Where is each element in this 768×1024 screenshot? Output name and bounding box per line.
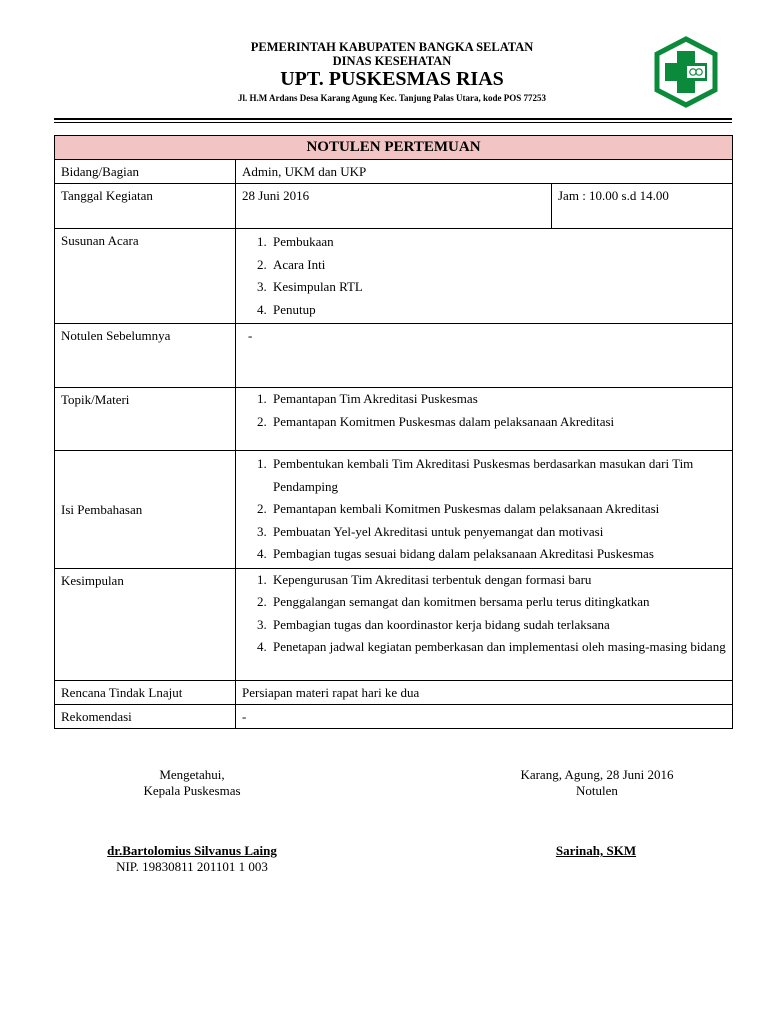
signature-left-name: dr.Bartolomius Silvanus Laing (107, 843, 277, 858)
row-isi (55, 451, 733, 569)
signature-left-line1: Mengetahui, (159, 767, 225, 782)
title-row (55, 136, 733, 160)
list-item: 4. Penetapan jadwal kegiatan pemberkasan dan implementasi oleh masing-masing bidang (270, 636, 726, 659)
jam-value: Jam : 10.00 s.d 14.00 (552, 184, 733, 229)
institution-name: UPT. PUSKESMAS RIAS (280, 68, 504, 90)
puskesmas-logo-icon (652, 36, 720, 108)
tanggal-label: Tanggal Kegiatan (55, 184, 236, 229)
topik-label: Topik/Materi (55, 388, 236, 451)
signature-right (490, 767, 704, 799)
signature-left-nip: NIP. 19830811 201101 1 003 (116, 859, 268, 874)
list-item: 3. Pembagian tugas dan koordinastor kerja bidang sudah terlaksana (270, 614, 726, 637)
susunan-list (242, 231, 726, 321)
row-rtl (55, 680, 733, 704)
row-notulen-sebelumnya (55, 324, 733, 388)
bidang-value: Admin, UKM dan UKP (236, 160, 733, 184)
notulen-sebelumnya-value: - (236, 324, 733, 388)
form-title: NOTULEN PERTEMUAN (55, 136, 733, 160)
susunan-label: Susunan Acara (55, 229, 236, 324)
row-tanggal (55, 184, 733, 229)
row-rekomendasi (55, 704, 733, 728)
list-item: 3. Kesimpulan RTL (270, 276, 726, 299)
list-item: 3. Pembuatan Yel-yel Akreditasi untuk penyemangat dan motivasi (270, 521, 726, 544)
kesimpulan-list (242, 569, 726, 659)
list-item: 2. Penggalangan semangat dan komitmen bersama perlu terus ditingkatkan (270, 591, 726, 614)
list-item: 4. Penutup (270, 299, 726, 322)
isi-label: Isi Pembahasan (55, 451, 236, 569)
rtl-label: Rencana Tindak Lnajut (55, 680, 236, 704)
signature-left (92, 767, 292, 799)
tanggal-value: 28 Juni 2016 (236, 184, 552, 229)
signature-right-name: Sarinah, SKM (555, 843, 637, 858)
signature-right-line1: Karang, Agung, 28 Juni 2016 (520, 767, 674, 782)
gov-name: PEMERINTAH KABUPATEN BANGKA SELATAN (250, 40, 534, 54)
isi-list (242, 453, 726, 566)
rekomendasi-value: - (236, 704, 733, 728)
list-item: 1. Pembukaan (270, 231, 726, 254)
signature-right-name-block (536, 843, 656, 859)
row-bidang (55, 160, 733, 184)
list-item: 1. Pembentukan kembali Tim Akreditasi Puskesmas berdasarkan masukan dari Tim Pendamping (270, 453, 726, 498)
letterhead (0, 0, 768, 120)
list-item: 2. Acara Inti (270, 254, 726, 277)
kesimpulan-label: Kesimpulan (55, 568, 236, 680)
address: Jl. H.M Ardans Desa Karang Agung Kec. Tanjung Palas Utara, kode POS 77253 (237, 93, 547, 103)
list-item: 2. Pemantapan kembali Komitmen Puskesmas dalam pelaksanaan Akreditasi (270, 498, 726, 521)
row-topik (55, 388, 733, 451)
list-item: 4. Pembagian tugas sesuai bidang dalam pelaksanaan Akreditasi Puskesmas (270, 543, 726, 566)
rekomendasi-label: Rekomendasi (55, 704, 236, 728)
rtl-value: Persiapan materi rapat hari ke dua (236, 680, 733, 704)
signature-left-line2: Kepala Puskesmas (143, 783, 241, 798)
bidang-label: Bidang/Bagian (55, 160, 236, 184)
signature-right-line2: Notulen (576, 783, 618, 798)
header-rule-thin (54, 122, 732, 123)
row-susunan (55, 229, 733, 324)
list-item: 1. Kepengurusan Tim Akreditasi terbentuk dengan formasi baru (270, 569, 726, 592)
row-kesimpulan (55, 568, 733, 680)
list-item: 1. Pemantapan Tim Akreditasi Puskesmas (270, 388, 726, 411)
header-rule-thick (54, 118, 732, 120)
notulen-sebelumnya-label: Notulen Sebelumnya (55, 324, 236, 388)
department-name: DINAS KESEHATAN (332, 54, 452, 68)
list-item: 2. Pemantapan Komitmen Puskesmas dalam pelaksanaan Akreditasi (270, 411, 726, 434)
notulen-table (54, 135, 733, 729)
signature-left-name-block (92, 843, 292, 875)
topik-list (242, 388, 726, 433)
